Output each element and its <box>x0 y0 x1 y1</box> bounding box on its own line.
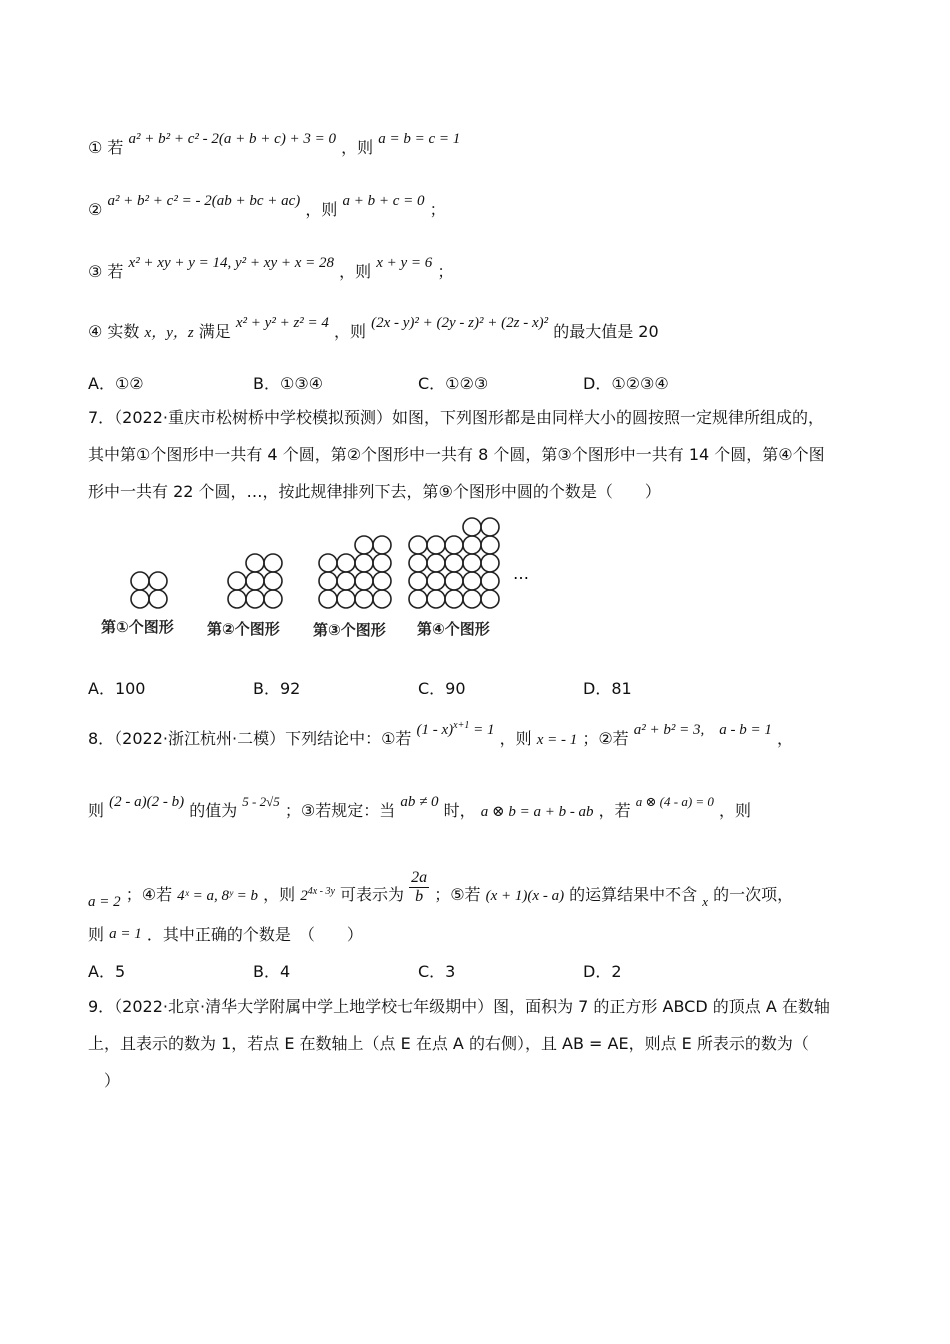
q6-s4-prefix: ④ 实数 <box>88 322 140 341</box>
q8-l2-text-a: 则 <box>88 801 105 820</box>
q6-s4-mid1: 满足 <box>198 322 231 341</box>
q6-s1-result: a = b = c = 1 <box>378 131 461 147</box>
q6-statement-4 <box>88 315 659 343</box>
q6-option-d[interactable]: D．①②③④ <box>583 374 669 393</box>
q6-s1-math: a² + b² + c² - 2(a + b + c) + 3 = 0 <box>128 131 337 147</box>
q8-line-3 <box>88 869 794 914</box>
q8-l2-math-2: 5 - 2√5 <box>242 794 280 809</box>
q6-s4-end: 的最大值是 20 <box>553 322 659 341</box>
figure-4-circles <box>409 518 499 608</box>
q8-l3-fraction-numerator: 2a <box>411 869 428 886</box>
q6-s3-math: x² + xy + y = 14, y² + xy + x = 28 <box>128 255 335 271</box>
q8-l3-math-3-base: 2 <box>300 888 308 904</box>
q6-s2-end: ； <box>429 200 446 219</box>
q6-s4-mid2: ，则 <box>334 322 367 341</box>
q8-option-c[interactable]: C．3 <box>418 962 456 981</box>
q8-l2-text-d: 时， <box>443 801 476 820</box>
q8-l3-text-d: ；⑤若 <box>434 885 481 904</box>
q8-l3-text-c: 可表示为 <box>340 885 405 904</box>
q8-l2-math-3: ab ≠ 0 <box>400 794 439 810</box>
q6-option-b[interactable]: B．①③④ <box>253 374 324 393</box>
q8-l1-text-c: ；②若 <box>582 729 629 748</box>
q8-option-a[interactable]: A．5 <box>88 962 126 981</box>
q8-l1-math-2: x = - 1 <box>536 732 578 748</box>
figure-label-3: 第③个图形 <box>313 621 386 639</box>
figure-1-circles <box>131 572 167 608</box>
q8-l1-text-a: 8．（2022·浙江杭州·二模）下列结论中：①若 <box>88 729 412 748</box>
q6-s1-prefix: ① 若 <box>88 138 124 157</box>
q6-s2-result: a + b + c = 0 <box>342 193 425 209</box>
q8-l3-math-3 <box>300 888 335 904</box>
q8-l1-math-1-exp: x+1 <box>453 720 470 731</box>
q6-option-a[interactable]: A．①② <box>88 374 144 393</box>
q6-s4-vars: x，y，z <box>144 325 194 341</box>
q7-circle-pattern-figure <box>95 515 545 645</box>
q8-l4-text-b: ．其中正确的个数是 （ ） <box>146 925 363 944</box>
q8-l3-math-4: (x + 1)(x - a) <box>485 888 565 904</box>
q8-l3-text-e: 的运算结果中不含 <box>569 885 698 904</box>
q6-s2-prefix: ② <box>88 200 103 219</box>
q8-l1-math-3: a² + b² = 3, a - b = 1 <box>633 722 772 738</box>
q8-l3-text-f: 的一次项， <box>713 885 794 904</box>
q6-s3-mid: ，则 <box>339 262 372 281</box>
q8-l1-text-d: ， <box>776 729 793 748</box>
q6-statement-2 <box>88 193 446 221</box>
q6-s3-prefix: ③ 若 <box>88 262 124 281</box>
q8-l2-text-c: ；③若规定：当 <box>284 801 396 820</box>
q8-l3-fraction-denominator: b <box>415 888 424 905</box>
figure-label-1: 第①个图形 <box>101 618 174 636</box>
q8-l3-math-1: a = 2 <box>88 894 121 910</box>
q8-l2-math-1: (2 - a)(2 - b) <box>109 794 185 810</box>
q6-s4-math2: (2x - y)² + (2y - z)² + (2z - x)² <box>371 315 549 331</box>
q8-option-b[interactable]: B．4 <box>253 962 291 981</box>
q8-l3-text-b: ，则 <box>263 885 296 904</box>
q8-option-d[interactable]: D．2 <box>583 962 622 981</box>
q7-option-a[interactable]: A．100 <box>88 679 146 698</box>
figure-3-circles <box>319 536 391 608</box>
q8-l1-math-1-rhs: = 1 <box>473 722 495 738</box>
q8-l2-text-b: 的值为 <box>189 801 238 820</box>
figure-label-4: 第④个图形 <box>417 620 490 638</box>
q8-l3-text-a: ；④若 <box>125 885 173 904</box>
q7-line-2: 其中第①个图形中一共有 4 个圆，第②个图形中一共有 8 个圆，第③个图形中一共有 14 个圆，第④个图 <box>88 445 825 464</box>
q7-option-c[interactable]: C．90 <box>418 679 466 698</box>
q7-line-3: 形中一共有 22 个圆，…，按此规律排列下去，第⑨个图形中圆的个数是（ ） <box>88 482 661 501</box>
q8-l4-math-1: a = 1 <box>109 926 142 942</box>
q6-s3-end: ； <box>437 262 454 281</box>
figure-ellipsis: … <box>513 564 529 583</box>
figure-label-2: 第②个图形 <box>207 620 280 638</box>
q6-statement-3 <box>88 255 454 283</box>
q7-option-d[interactable]: D．81 <box>583 679 632 698</box>
q7-option-b[interactable]: B．92 <box>253 679 301 698</box>
q8-l3-math-2: 4ˣ = a, 8ʸ = b <box>177 888 258 904</box>
q8-l2-math-5: a ⊗ (4 - a) = 0 <box>635 794 714 809</box>
q6-s3-result: x + y = 6 <box>376 255 433 271</box>
q7-line-1: 7．（2022·重庆市松树桥中学校模拟预测）如图，下列图形都是由同样大小的圆按照一定规律所组成的， <box>88 408 824 427</box>
q9-line-2: 上，且表示的数为 1，若点 E 在数轴上（点 E 在点 A 的右侧），且 AB = AE，则点 E 所表示的数为（ <box>88 1034 809 1053</box>
q8-line-2 <box>88 794 752 822</box>
q8-l2-math-4: a ⊗ b = a + b - ab <box>480 804 594 820</box>
q6-statement-1 <box>88 131 461 159</box>
q8-l1-math-1 <box>417 722 495 738</box>
q8-l1-math-1-base: (1 - x) <box>416 722 454 738</box>
q8-l3-fraction <box>409 869 429 906</box>
q6-s2-math: a² + b² + c² = - 2(ab + bc + ac) <box>107 193 301 209</box>
figure-2-circles <box>228 554 282 608</box>
q8-line-1 <box>88 720 793 750</box>
q6-s1-mid: ，则 <box>341 138 374 157</box>
q9-line-3: ） <box>104 1071 121 1090</box>
q8-line-4 <box>88 925 363 946</box>
q8-l4-text-a: 则 <box>88 925 105 944</box>
q8-l3-math-5: x <box>702 894 709 909</box>
q8-l2-text-f: ，则 <box>719 801 752 820</box>
q8-l1-text-b: ，则 <box>499 729 532 748</box>
q6-option-c[interactable]: C．①②③ <box>418 374 489 393</box>
q8-l2-text-e: ，若 <box>598 801 631 820</box>
q9-line-1: 9．（2022·北京·清华大学附属中学上地学校七年级期中）图，面积为 7 的正方形 ABCD 的顶点 A 在数轴 <box>88 997 830 1016</box>
q6-s2-mid: ，则 <box>305 200 338 219</box>
q8-l3-math-3-exp: 4x - 3y <box>307 886 335 897</box>
q6-s4-math: x² + y² + z² = 4 <box>235 315 329 331</box>
